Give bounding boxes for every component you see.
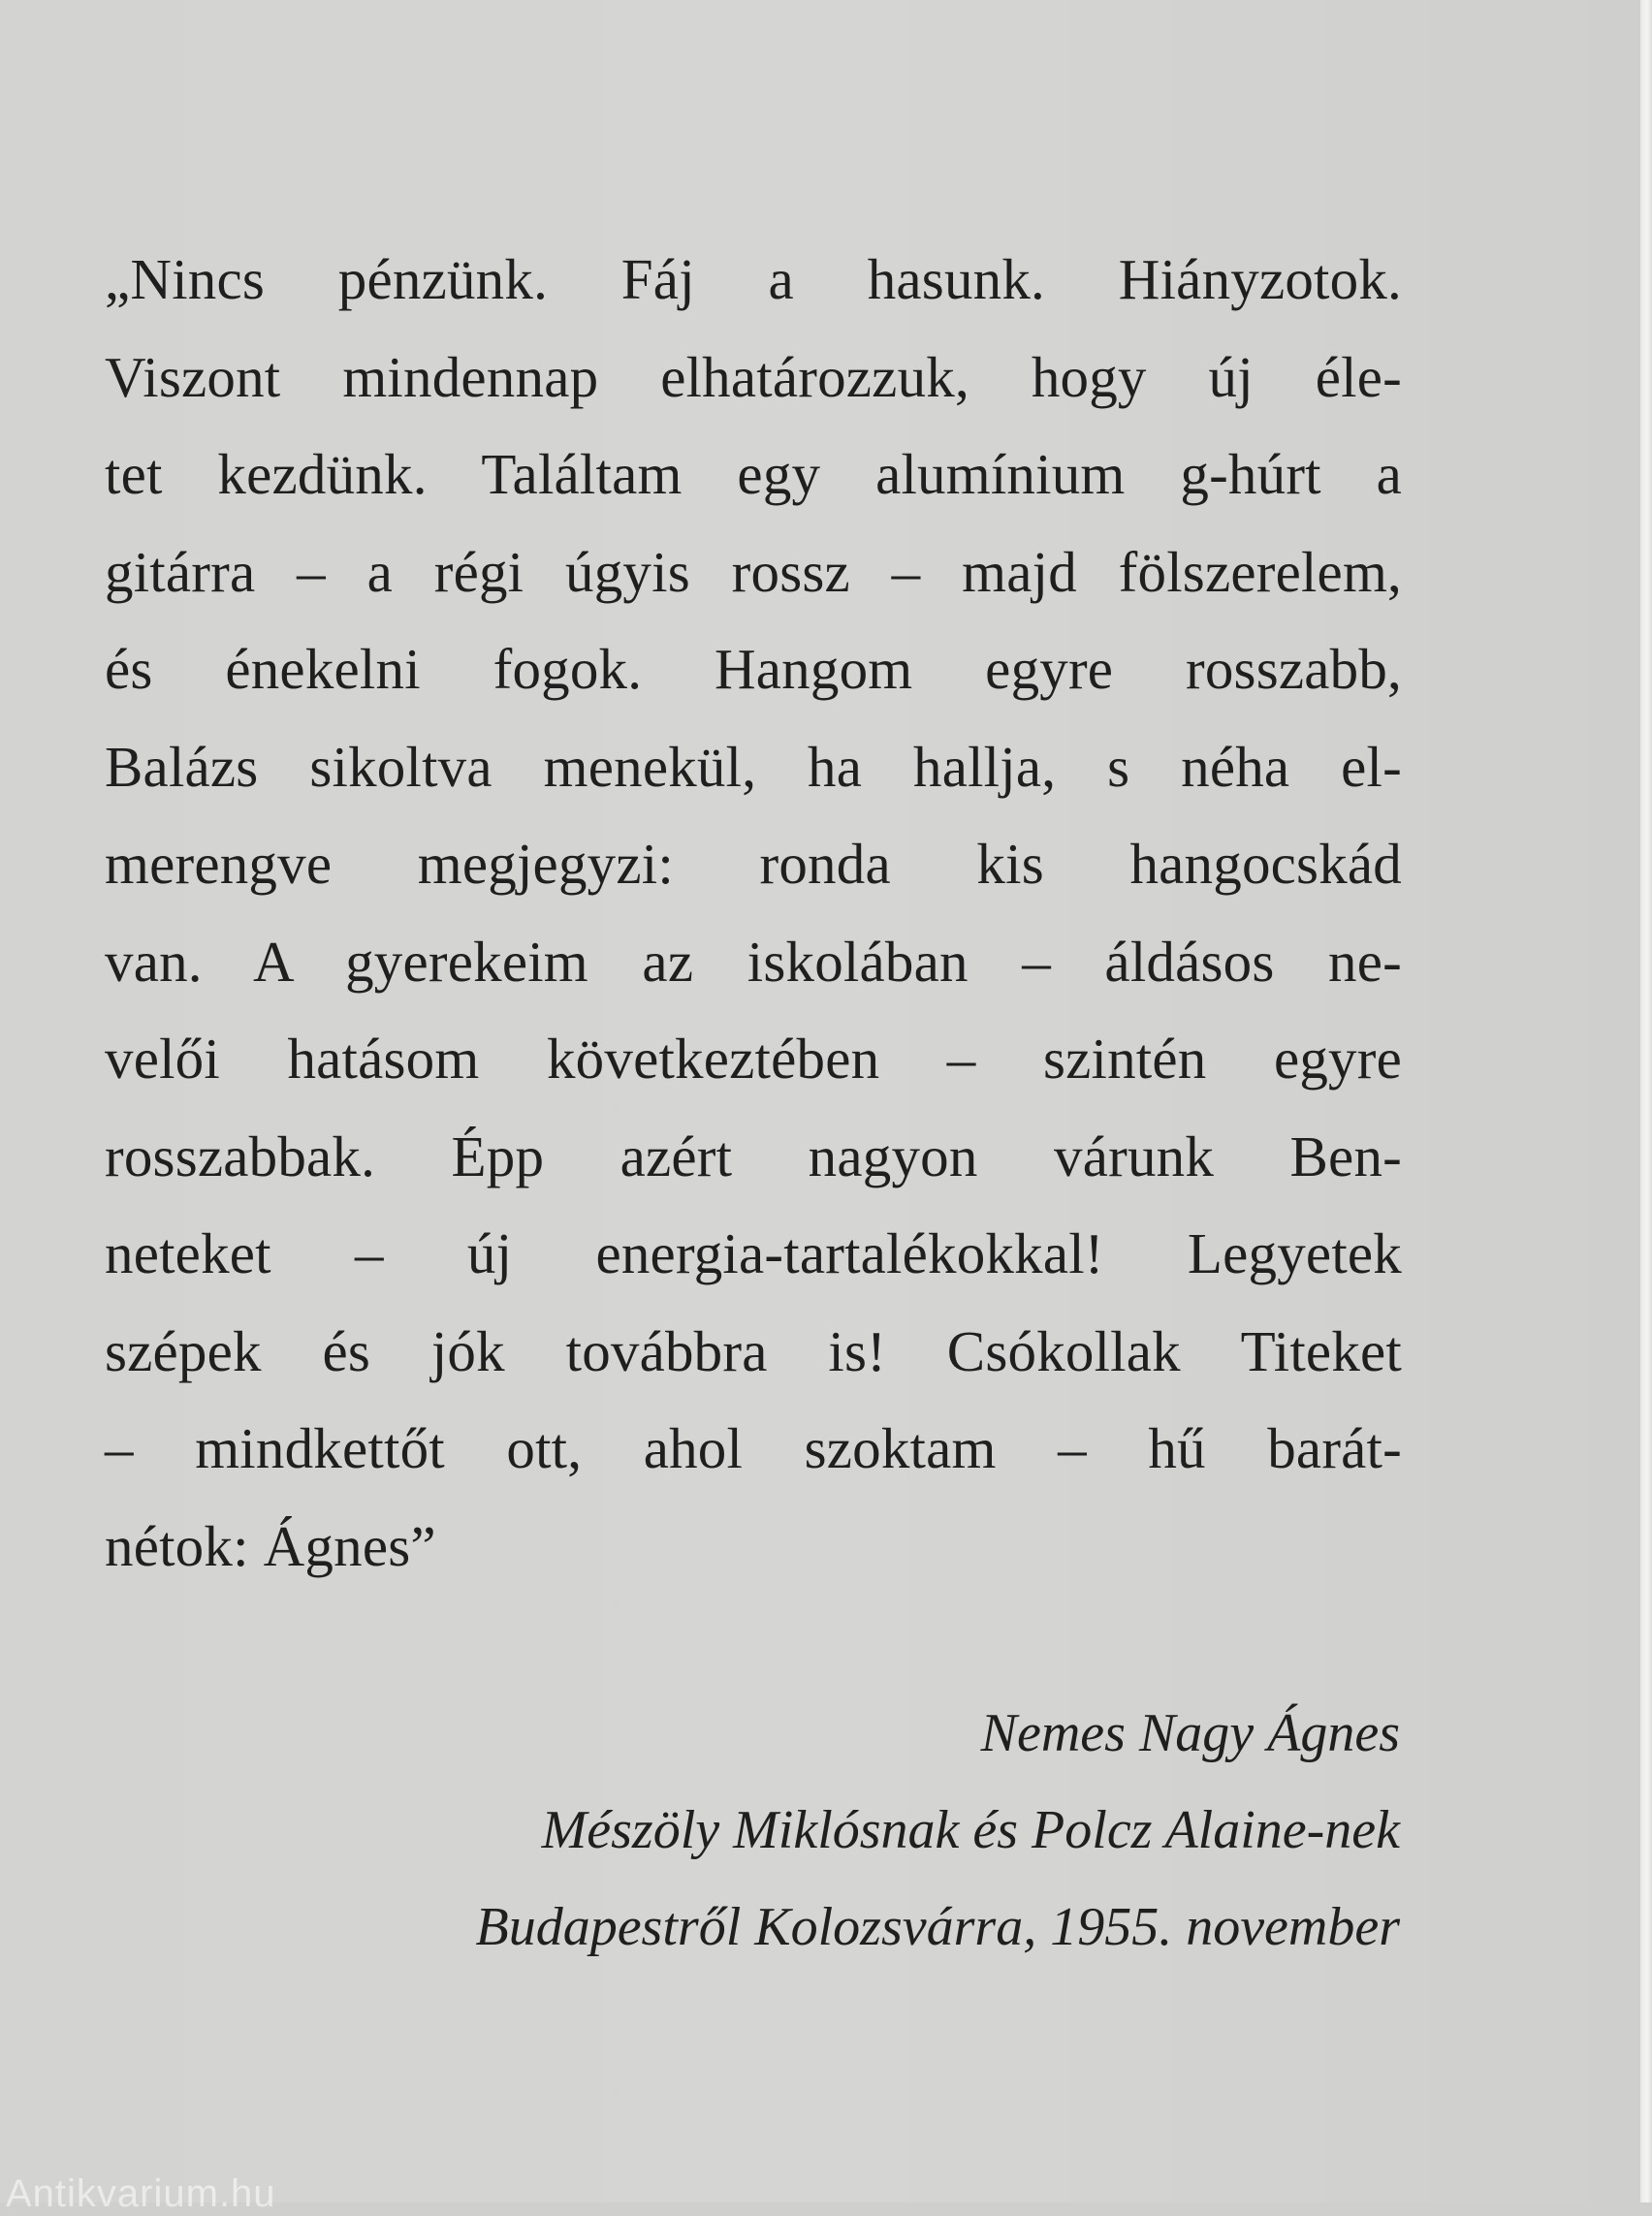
letter-line: neteket – új energia-tartalékokkal! Legyetek [105,1221,1402,1285]
letter-line: tet kezdünk. Találtam egy alumínium g-húrt a [105,442,1402,506]
signature-block [475,1685,1400,1976]
signature-recipients: Mészöly Miklósnak és Polcz Alaine-nek [541,1800,1400,1860]
letter-line: merengve megjegyzi: ronda kis hangocskád [105,832,1402,896]
letter-line: Viszont mindennap elhatározzuk, hogy új éle- [105,344,1402,409]
watermark: Antikvarium.hu [6,2172,276,2215]
letter-line: – mindkettőt ott, ahol szoktam – hű barát- [105,1416,1402,1480]
letter-line: velői hatásom következtében – szintén egyre [105,1027,1402,1091]
letter-line: rosszabbak. Épp azért nagyon várunk Ben- [105,1124,1402,1188]
letter-line: nétok: Ágnes” [105,1513,436,1578]
letter-line: Balázs sikoltva menekül, ha hallja, s néha el- [105,734,1402,799]
page-edge [1640,0,1652,2202]
letter-line: gitárra – a régi úgyis rossz – majd fölszerelem, [105,539,1402,604]
letter-body [105,231,1402,1595]
letter-line: és énekelni fogok. Hangom egyre rosszabb, [105,637,1402,701]
letter-line: „Nincs pénzünk. Fáj a hasunk. Hiányzotok. [105,247,1402,311]
signature-author: Nemes Nagy Ágnes [980,1703,1400,1763]
signature-place-date: Budapestről Kolozsvárra, 1955. november [475,1897,1400,1957]
letter-line: szépek és jók továbbra is! Csókollak Titeket [105,1318,1402,1383]
letter-line: van. A gyerekeim az iskolában – áldásos ne- [105,929,1402,994]
